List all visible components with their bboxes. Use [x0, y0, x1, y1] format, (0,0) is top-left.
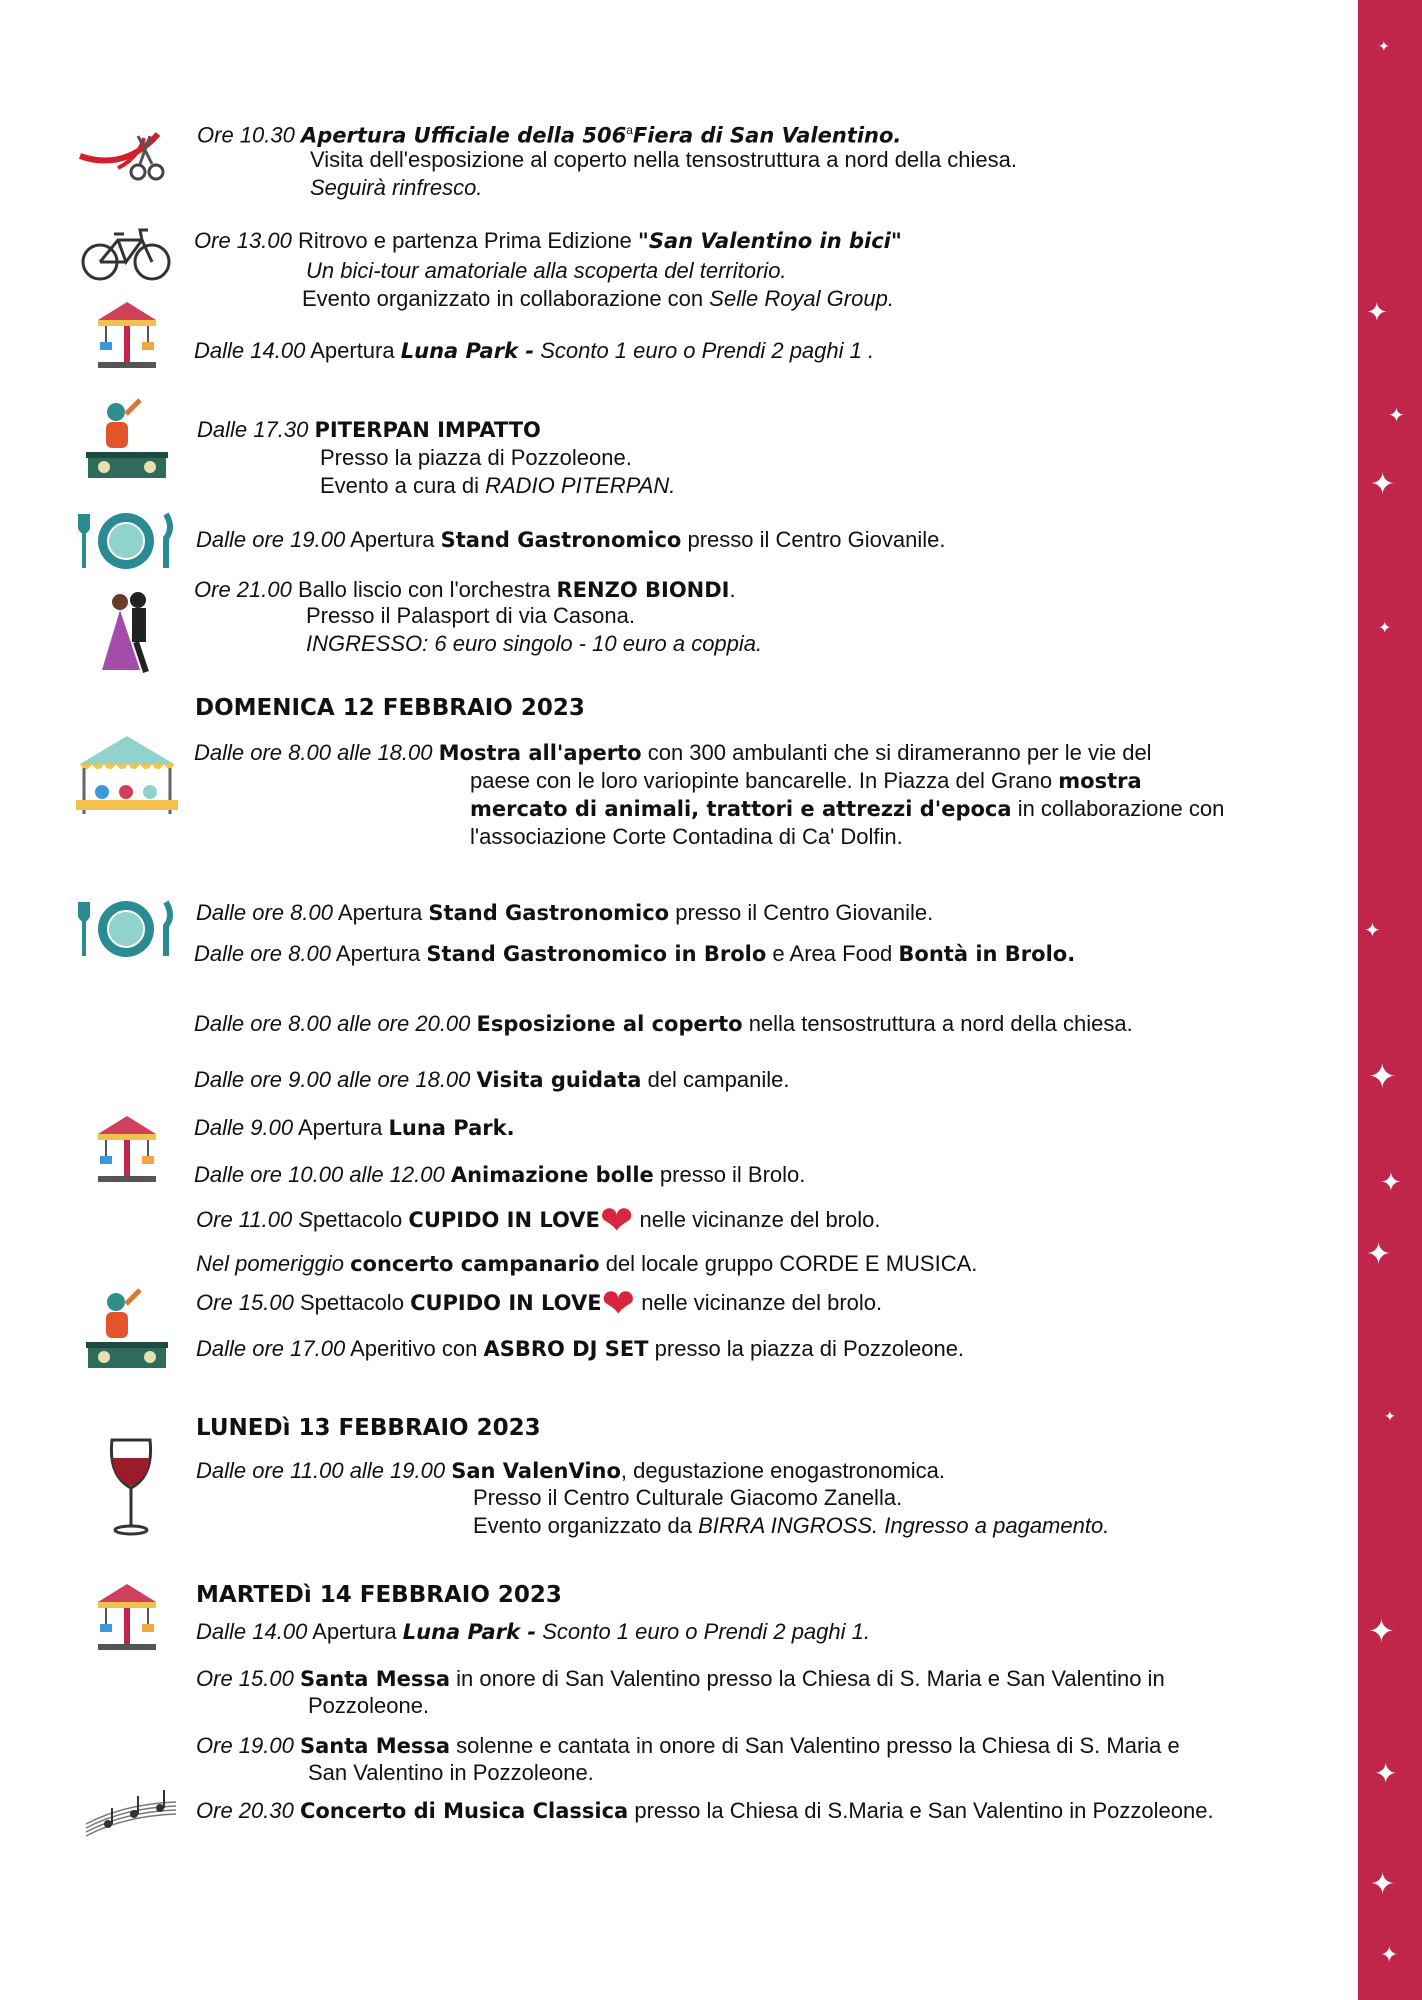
dj-icon	[82, 1286, 172, 1374]
event-esposizione	[194, 1010, 1133, 1038]
event-text: presso il Brolo.	[659, 1162, 806, 1187]
sparkle-icon: ✦	[1370, 467, 1396, 502]
event-concerto-classica	[196, 1797, 1214, 1825]
event-text: Spettacolo	[299, 1290, 404, 1315]
event-lunapark-sunday	[194, 1114, 515, 1142]
event-offer: Sconto 1 euro o Prendi 2 paghi 1.	[542, 1619, 870, 1644]
event-lunapark-tuesday	[196, 1618, 870, 1646]
event-title: Stand Gastronomico in Brolo	[426, 942, 767, 966]
carousel-icon	[92, 1580, 162, 1652]
event-time: Ore 15.00	[196, 1290, 294, 1315]
event-time: Dalle ore 8.00 alle ore 20.00	[194, 1011, 471, 1036]
event-visita	[194, 1066, 789, 1094]
dancers-icon	[90, 590, 166, 676]
event-mostra-line4: l'associazione Corte Contadina di Ca' Dolfin.	[470, 824, 903, 849]
event-text: presso la piazza di Pozzoleone.	[654, 1336, 965, 1361]
sparkle-icon: ✦	[1378, 618, 1392, 637]
event-text: Apertura	[310, 338, 395, 363]
event-ballo-place: Presso il Palasport di via Casona.	[306, 603, 635, 628]
day-heading-13: LUNEDì 13 FEBBRAIO 2023	[196, 1415, 541, 1441]
cutlery-plate-icon	[76, 510, 176, 572]
event-text: presso la Chiesa di S.Maria e San Valentino in Pozzoleone.	[634, 1798, 1214, 1823]
event-messa-1-place: Pozzoleone.	[308, 1693, 430, 1718]
event-text: Evento organizzato da	[473, 1513, 692, 1538]
event-title-rest: Fiera di San Valentino.	[632, 123, 902, 148]
event-time: Dalle 14.00	[194, 338, 306, 363]
event-bike-organizer	[302, 285, 894, 313]
event-text: presso il Centro Giovanile.	[675, 900, 934, 925]
event-title: CUPIDO IN LOVE	[408, 1208, 600, 1232]
sparkle-icon: ✦	[1368, 1612, 1395, 1650]
event-bike-line	[194, 227, 902, 255]
event-time: Ore 10.30	[197, 122, 295, 148]
event-time: Dalle ore 9.00 alle ore 18.00	[194, 1067, 471, 1092]
day-heading-14: MARTEDì 14 FEBBRAIO 2023	[196, 1582, 562, 1608]
event-organizer: RADIO PITERPAN.	[485, 473, 676, 498]
event-cupido-1	[196, 1198, 881, 1245]
event-piterpan-line	[197, 416, 541, 444]
event-time: Dalle ore 8.00	[194, 941, 331, 966]
dj-icon	[82, 396, 172, 484]
event-title: PITERPAN IMPATTO	[314, 418, 541, 442]
event-time: Dalle ore 8.00 alle 18.00	[194, 740, 433, 765]
event-time: Dalle 17.30	[197, 417, 309, 442]
event-title: RENZO BIONDI	[556, 578, 730, 602]
event-text: presso il Centro Giovanile.	[687, 527, 946, 552]
event-time: Dalle ore 10.00 alle 12.00	[194, 1162, 445, 1187]
event-time: Ore 19.00	[196, 1733, 294, 1758]
event-title: "San Valentino in bici"	[637, 229, 902, 253]
sparkle-icon: ✦	[1374, 1757, 1398, 1790]
event-title: Esposizione al coperto	[476, 1012, 743, 1036]
music-notes-icon	[84, 1784, 180, 1840]
event-text: Ritrovo e partenza Prima Edizione	[297, 228, 632, 253]
event-opening-detail: Visita dell'esposizione al coperto nella tensostruttura a nord della chiesa.	[310, 147, 1017, 172]
sparkle-icon: ✦	[1380, 1168, 1402, 1198]
event-opening-note: Seguirà rinfresco.	[310, 175, 483, 200]
event-title: Visita guidata	[476, 1068, 642, 1092]
sparkle-icon: ✦	[1378, 39, 1390, 55]
event-mostra-line	[194, 739, 1152, 767]
event-title: Luna Park -	[400, 339, 535, 363]
event-text: Apertura	[337, 900, 423, 925]
event-stand-line	[196, 526, 945, 554]
decorative-side-stripe	[1358, 0, 1422, 2000]
event-valenvino-organizer	[473, 1512, 1109, 1540]
event-text: , degustazione enogastronomica.	[620, 1458, 946, 1483]
event-text: e Area Food	[772, 941, 893, 966]
event-highlight: mostra	[1058, 769, 1142, 793]
sparkle-icon: ✦	[1380, 1943, 1399, 1968]
event-title: San ValenVino	[451, 1459, 621, 1483]
event-offer: Sconto 1 euro o Prendi 2 paghi 1 .	[540, 338, 875, 363]
event-highlight: mercato di animali, trattori e attrezzi d'epoca	[470, 797, 1012, 821]
event-stand-sunday	[196, 899, 933, 927]
event-time: Dalle ore 8.00	[196, 900, 333, 925]
heart-icon: ❤	[599, 1198, 634, 1245]
event-messa-1	[196, 1665, 1165, 1693]
event-concerto-campanario	[196, 1250, 977, 1278]
event-aperitivo	[196, 1335, 964, 1363]
event-text: nelle vicinanze del brolo.	[639, 1207, 881, 1232]
heart-icon: ❤	[601, 1281, 636, 1328]
event-text: Apertura	[297, 1115, 383, 1140]
event-time: Ore 15.00	[196, 1666, 294, 1691]
event-text: del campanile.	[647, 1067, 790, 1092]
event-text: paese con le loro variopinte bancarelle. In Piazza del Grano	[470, 768, 1053, 793]
bicycle-icon	[80, 222, 172, 282]
event-time: Dalle ore 11.00 alle 19.00	[196, 1458, 446, 1483]
event-lunapark-line	[194, 337, 874, 365]
event-text: in onore di San Valentino presso la Chiesa di S. Maria e San Valentino in	[456, 1666, 1165, 1691]
event-title: Apertura Ufficiale della 506	[300, 123, 627, 148]
event-time: Dalle 9.00	[194, 1115, 294, 1140]
event-piterpan-organizer	[320, 472, 675, 500]
event-text: Evento organizzato in collaborazione con	[302, 286, 704, 311]
event-ballo-line	[194, 576, 736, 604]
event-title: Mostra all'aperto	[438, 741, 642, 765]
event-time: Ore 13.00	[194, 228, 292, 253]
event-text: Ballo liscio con l'orchestra	[297, 577, 551, 602]
event-title: ASBRO DJ SET	[483, 1337, 649, 1361]
market-stall-icon	[72, 730, 182, 820]
event-title: Luna Park -	[402, 1620, 537, 1644]
sparkle-icon: ✦	[1364, 918, 1381, 942]
event-title: CUPIDO IN LOVE	[410, 1291, 602, 1315]
event-title: Luna Park.	[388, 1116, 515, 1140]
event-text: del locale gruppo CORDE E MUSICA.	[605, 1251, 978, 1276]
ribbon-scissors-icon	[78, 128, 178, 184]
event-valenvino-place: Presso il Centro Culturale Giacomo Zanella.	[473, 1485, 903, 1510]
event-piterpan-place: Presso la piazza di Pozzoleone.	[320, 445, 632, 470]
event-time: Dalle 14.00	[196, 1619, 308, 1644]
event-text: .	[729, 577, 736, 602]
event-text: nella tensostruttura a nord della chiesa.	[748, 1011, 1133, 1036]
wine-glass-icon	[106, 1436, 156, 1538]
event-bike-detail: Un bici-tour amatoriale alla scoperta del territorio.	[306, 258, 787, 283]
event-title: concerto campanario	[350, 1252, 600, 1276]
event-time: Nel pomeriggio	[196, 1251, 344, 1276]
event-mostra-line3	[470, 795, 1224, 823]
event-text: Aperitivo con	[350, 1336, 478, 1361]
event-stand-brolo	[194, 940, 1075, 968]
event-time: Ore 11.00 S	[196, 1207, 313, 1232]
sparkle-icon: ✦	[1370, 1867, 1396, 1902]
event-title: Santa Messa	[299, 1667, 451, 1691]
event-title: Concerto di Musica Classica	[299, 1799, 629, 1823]
event-text: solenne e cantata in onore di San Valentino presso la Chiesa di S. Maria e	[456, 1733, 1180, 1758]
sparkle-icon: ✦	[1366, 298, 1388, 328]
day-heading-12: DOMENICA 12 FEBBRAIO 2023	[195, 695, 585, 721]
event-messa-2-place: San Valentino in Pozzoleone.	[308, 1760, 594, 1785]
event-text: con 300 ambulanti che si dirameranno per le vie del	[647, 740, 1152, 765]
event-title: Animazione bolle	[450, 1163, 654, 1187]
event-text: Apertura	[312, 1619, 397, 1644]
sparkle-icon: ✦	[1366, 1237, 1392, 1272]
event-bolle	[194, 1161, 805, 1189]
event-title: Bontà in Brolo.	[898, 942, 1076, 966]
event-organizer: BIRRA INGROSS. Ingresso a pagamento.	[698, 1513, 1110, 1538]
event-ballo-price: INGRESSO: 6 euro singolo - 10 euro a coppia.	[306, 631, 763, 656]
event-time: Dalle ore 19.00	[196, 527, 346, 552]
event-text: Apertura	[335, 941, 421, 966]
event-title-sup: a	[626, 123, 633, 137]
event-mostra-line2	[470, 767, 1142, 795]
event-time: Dalle ore 17.00	[196, 1336, 346, 1361]
event-text: nelle vicinanze del brolo.	[641, 1290, 883, 1315]
sparkle-icon: ✦	[1384, 1409, 1396, 1425]
sparkle-icon: ✦	[1368, 1057, 1397, 1097]
event-title: Stand Gastronomico	[440, 528, 682, 552]
event-title: Santa Messa	[299, 1734, 451, 1758]
event-sponsor: Selle Royal Group.	[709, 286, 894, 311]
sparkle-icon: ✦	[1388, 403, 1405, 427]
carousel-icon	[92, 1112, 162, 1184]
cutlery-plate-icon	[76, 898, 176, 960]
carousel-icon	[92, 298, 162, 370]
event-text: pettacolo	[313, 1207, 403, 1232]
event-valenvino	[196, 1457, 945, 1485]
event-time: Ore 20.30	[196, 1798, 294, 1823]
event-time: Ore 21.00	[194, 577, 292, 602]
event-messa-2	[196, 1732, 1180, 1760]
event-text: Evento a cura di	[320, 473, 479, 498]
event-text: Apertura	[350, 527, 435, 552]
event-opening-line	[197, 116, 901, 149]
event-text: in collaborazione con	[1017, 796, 1225, 821]
event-cupido-2	[196, 1281, 883, 1328]
event-title: Stand Gastronomico	[428, 901, 670, 925]
